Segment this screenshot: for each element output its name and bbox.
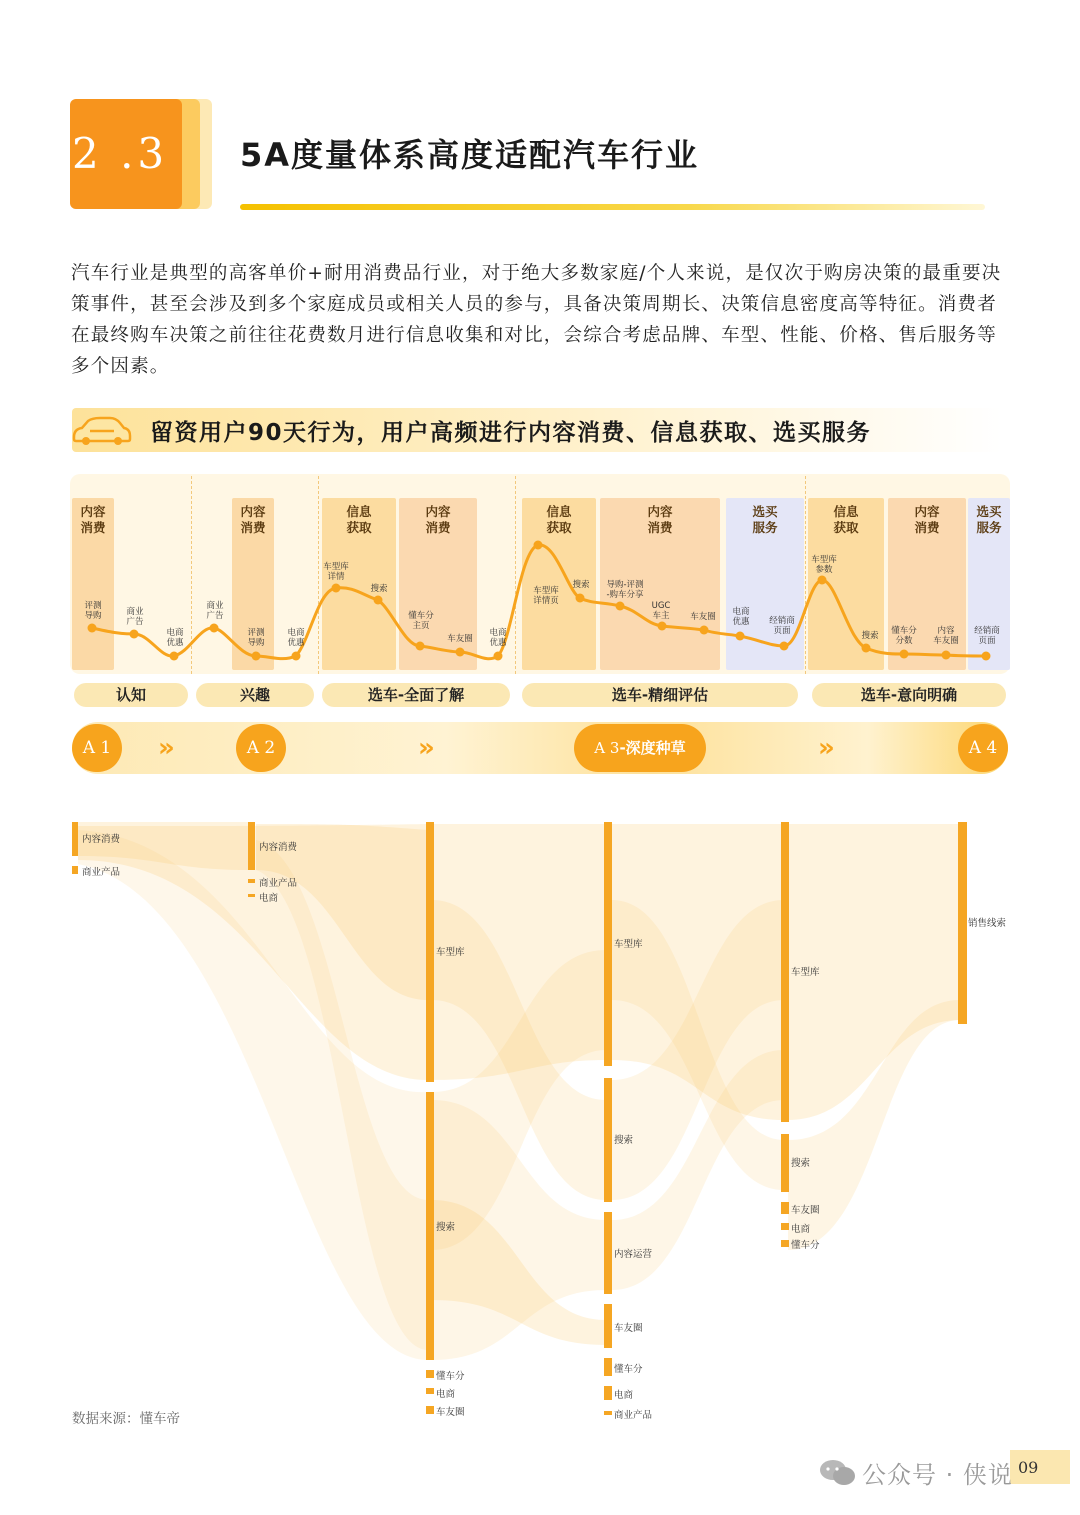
sankey-node-label: 车型库 bbox=[791, 967, 820, 978]
point-label: 车型库 参数 bbox=[811, 555, 837, 575]
point-label: 商业 广告 bbox=[126, 607, 144, 627]
column-label: 内容 消费 bbox=[647, 504, 673, 535]
sankey-node-label: 车友圈 bbox=[791, 1205, 820, 1216]
a3-subtitle: -深度种草 bbox=[619, 739, 686, 757]
intro-paragraph: 汽车行业是典型的高客单价+耐用消费品行业，对于绝大多数家庭/个人来说，是仅次于购房决策的最重要决策事件，甚至会涉及到多个家庭成员或相关人员的参与，具备决策周期长、决策信息密度高等特征。消费者在最终购车决策之前往往花费数月进行信息收集和对比，会综合考虑品牌、车型、性能、价格、售后服务等多个因素。 bbox=[71, 263, 1002, 377]
a2-badge: A 2 bbox=[236, 724, 286, 772]
data-source: 数据来源：懂车帝 bbox=[72, 1411, 180, 1427]
point-label: 车友圈 bbox=[690, 612, 716, 622]
sankey-node bbox=[781, 1202, 789, 1214]
point-label: 电商 优惠 bbox=[489, 628, 507, 648]
stage-interest: 兴趣 bbox=[196, 683, 314, 707]
section-number: 2 .3 bbox=[72, 129, 169, 178]
column-label: 信息 获取 bbox=[346, 504, 372, 535]
sankey-node bbox=[604, 822, 612, 1066]
point-label: 电商 优惠 bbox=[166, 628, 184, 648]
column-label: 内容 消费 bbox=[240, 504, 266, 535]
sankey-node bbox=[426, 1406, 434, 1414]
sankey-node-label: 内容消费 bbox=[259, 842, 298, 853]
sankey-node bbox=[604, 1411, 612, 1415]
sankey-node-label: 电商 bbox=[259, 893, 279, 904]
sankey-node-label: 内容运营 bbox=[614, 1249, 653, 1260]
sankey-node-label: 车型库 bbox=[436, 947, 465, 958]
point-label: 搜索 bbox=[572, 580, 590, 590]
chevron-right-icon: » bbox=[818, 733, 835, 763]
column-label: 信息 获取 bbox=[833, 504, 859, 535]
column-label: 内容 消费 bbox=[425, 504, 451, 535]
sankey-node bbox=[781, 1223, 789, 1230]
point-label: 搜索 bbox=[861, 631, 879, 641]
sankey-node bbox=[426, 1370, 434, 1378]
point-label: 内容 车友圈 bbox=[933, 626, 959, 646]
stage-full-understanding: 选车-全面了解 bbox=[322, 683, 510, 707]
stage-intent-clear: 选车-意向明确 bbox=[812, 683, 1006, 707]
section-title: 5A度量体系高度适配汽车行业 bbox=[240, 136, 700, 174]
sankey-node bbox=[426, 822, 434, 1082]
sankey-node bbox=[604, 1212, 612, 1294]
sankey-node bbox=[72, 822, 78, 856]
sankey-node-label: 电商 bbox=[614, 1390, 634, 1401]
a3-label: A 3 bbox=[594, 739, 620, 757]
wechat-icon bbox=[818, 1457, 858, 1489]
column-label: 选买 服务 bbox=[976, 504, 1002, 535]
sankey-node bbox=[781, 1134, 789, 1192]
page-number: 09 bbox=[1018, 1458, 1039, 1477]
sankey-node-label: 懂车分 bbox=[614, 1364, 643, 1375]
column-label: 选买 服务 bbox=[752, 504, 778, 535]
sankey-node bbox=[604, 1304, 612, 1348]
point-label: 商业 广告 bbox=[206, 601, 224, 621]
sankey-node bbox=[426, 1388, 434, 1394]
watermark: 公众号 · 侠说 bbox=[862, 1461, 1013, 1489]
page-number-box bbox=[1010, 1450, 1070, 1484]
sankey-node bbox=[248, 822, 255, 870]
sankey-node bbox=[248, 894, 255, 897]
point-label: 电商 优惠 bbox=[732, 607, 750, 627]
sankey-node-label: 车型库 bbox=[614, 939, 643, 950]
chevron-right-icon: » bbox=[418, 733, 435, 763]
point-label: 经销商 页面 bbox=[769, 616, 795, 636]
point-label: 评测 导购 bbox=[84, 601, 102, 621]
sankey-node bbox=[781, 1240, 789, 1247]
sankey-node-label: 电商 bbox=[436, 1389, 456, 1400]
subheading-text: 留资用户90天行为，用户高频进行内容消费、信息获取、选买服务 bbox=[150, 420, 872, 446]
sankey-node-label: 搜索 bbox=[436, 1222, 456, 1233]
sankey-node-label: 搜索 bbox=[791, 1158, 811, 1169]
sankey-node-label: 销售线索 bbox=[968, 918, 1007, 929]
sankey-node bbox=[604, 1386, 612, 1400]
sankey-node-label: 内容消费 bbox=[82, 834, 121, 845]
point-label: 搜索 bbox=[370, 584, 388, 594]
sankey-node bbox=[72, 866, 78, 874]
sankey-node-label: 懂车分 bbox=[791, 1240, 820, 1251]
point-label: 车友圈 bbox=[447, 634, 473, 644]
sankey-node bbox=[248, 879, 255, 883]
point-label: 车型库 详情页 bbox=[533, 586, 559, 606]
point-label: 导购-评测 -购车分享 bbox=[606, 580, 644, 600]
point-label: 车型库 详情 bbox=[323, 562, 349, 582]
sankey-node bbox=[604, 1078, 612, 1202]
sankey-node-label: 商业产品 bbox=[82, 867, 121, 878]
chevron-right-icon: » bbox=[158, 733, 175, 763]
point-label: 评测 导购 bbox=[247, 628, 265, 648]
sankey-node-label: 搜索 bbox=[614, 1135, 634, 1146]
column-label: 信息 获取 bbox=[546, 504, 572, 535]
point-label: 电商 优惠 bbox=[287, 628, 305, 648]
sankey-node-label: 商业产品 bbox=[259, 878, 298, 889]
sankey-node-label: 商业产品 bbox=[614, 1410, 653, 1421]
point-label: 懂车分 主页 bbox=[408, 611, 434, 631]
sankey-node-label: 懂车分 bbox=[436, 1371, 465, 1382]
a4-badge: A 4 bbox=[958, 724, 1008, 772]
sankey-node bbox=[781, 822, 789, 1122]
sankey-node-label: 车友圈 bbox=[436, 1407, 465, 1418]
point-label: 懂车分 分数 bbox=[891, 626, 917, 646]
column-label: 内容 消费 bbox=[80, 504, 106, 535]
sankey-node bbox=[958, 822, 967, 1024]
point-label: UGC 车主 bbox=[651, 601, 671, 621]
sankey-node bbox=[426, 1092, 434, 1360]
point-label: 经销商 页面 bbox=[974, 626, 1000, 646]
sankey-node bbox=[604, 1358, 612, 1376]
stage-fine-evaluation: 选车-精细评估 bbox=[522, 683, 798, 707]
sankey-node-label: 电商 bbox=[791, 1224, 811, 1235]
stage-awareness: 认知 bbox=[74, 683, 188, 707]
column-label: 内容 消费 bbox=[914, 504, 940, 535]
a1-badge: A 1 bbox=[72, 724, 122, 772]
sankey-node-label: 车友圈 bbox=[614, 1323, 643, 1334]
